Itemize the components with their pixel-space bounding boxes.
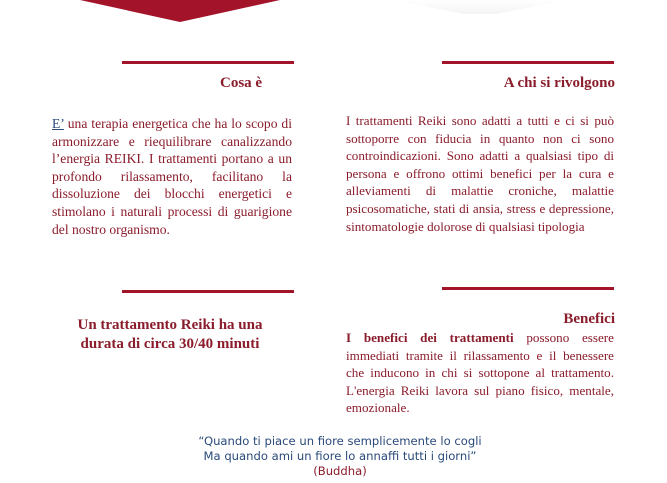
buddha-quote [120, 434, 560, 479]
top-right-banner-decoration [395, 0, 565, 14]
section-divider-benefici [442, 287, 614, 290]
a-chi-paragraph: I trattamenti Reiki sono adatti a tutti e ci si può sottoporre con fiducia in quanto non ci sono controindicazioni. Sono adatti a qualsiasi tipo di persona e offrono ottimi benefici per la cura e alleviamenti di malattie croniche, malattie psicosomatiche, stati di ansia, stress e depressione, sintomatologie dolorose di qualsiasi tipologia [346, 113, 614, 234]
heading-a-chi-si-rivolgono: A chi si rivolgono [503, 75, 615, 91]
top-left-banner-decoration [80, 0, 280, 22]
duration-line-2: durata di circa 30/40 minuti [80, 336, 260, 352]
section-divider-cosa-e [122, 61, 294, 64]
duration-note [60, 316, 280, 354]
quote-author: (Buddha) [313, 464, 367, 478]
heading-benefici: Benefici [563, 311, 615, 327]
duration-line-1: Un trattamento Reiki ha una [77, 317, 263, 333]
intro-mark: E’ [52, 116, 64, 131]
section-divider-a-chi [442, 61, 614, 64]
benefici-lead: I benefici dei trattamenti [346, 330, 514, 345]
heading-cosa-e: Cosa è [220, 75, 263, 91]
section-divider-duration [122, 290, 294, 293]
benefici-text: possono essere immediati tramite il rilassamento e il benessere che inducono in chi si sottopone al trattamento. L'energia Reiki lavora sul piano fisico, mentale, emozionale. [346, 330, 614, 416]
benefici-paragraph [346, 329, 614, 417]
quote-line-1: “Quando ti piace un fiore semplicemente lo cogli [198, 434, 482, 448]
quote-line-2: Ma quando ami un fiore lo annaffi tutti i giorni” [203, 449, 477, 463]
cosa-e-text: una terapia energetica che ha lo scopo di armonizzare e riequilibrare canalizzando l’energia REIKI. I trattamenti portano a un profondo rilassamento, facilitano la dissoluzione dei blocchi energetici e stimolano i naturali processi di guarigione del nostro organismo. [52, 116, 292, 237]
cosa-e-paragraph [52, 115, 292, 238]
